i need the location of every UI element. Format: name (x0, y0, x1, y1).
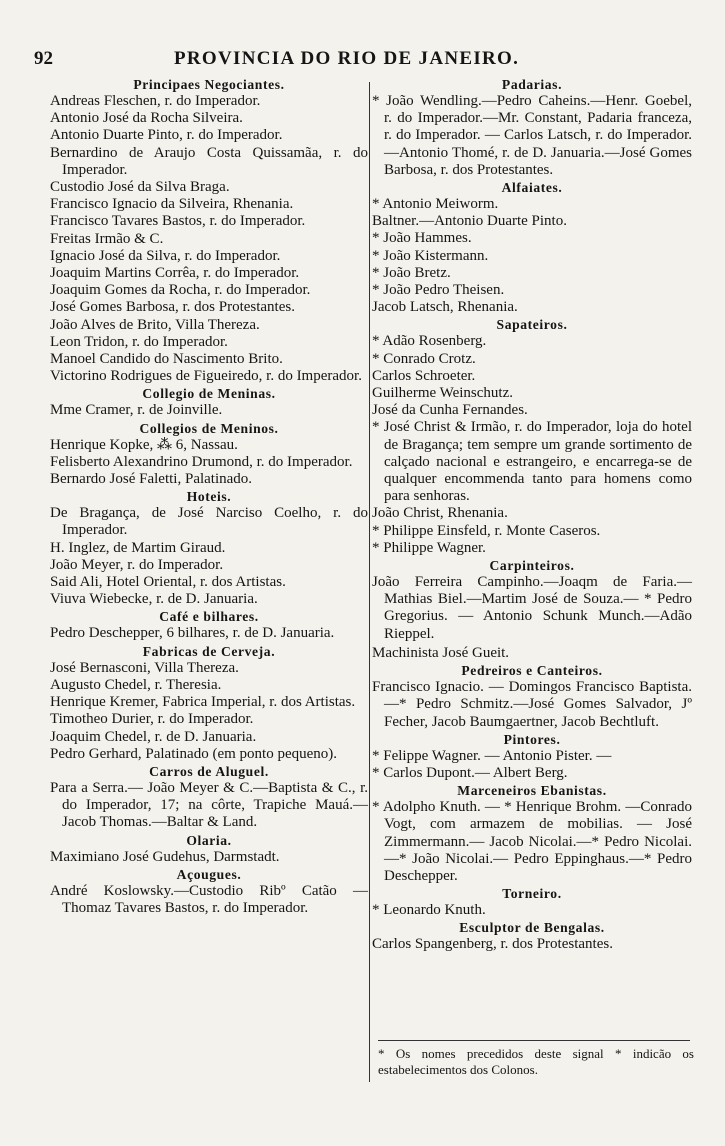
directory-entry: * José Christ & Irmão, r. do Imperador, loja do hotel de Bragança; tem sempre um grande sortimento de calçado nacional e estrangeiro, e encarrega-se de qualquer encommenda tanto para homens como para senhoras. (372, 419, 692, 505)
right-column (372, 76, 692, 954)
section-heading: Padarias. (501, 77, 563, 92)
directory-entry: Joaquim Chedel, r. de D. Januaria. (50, 728, 257, 745)
directory-entry: * João Kistermann. (372, 247, 489, 264)
directory-entry: Manoel Candido do Nascimento Brito. (50, 351, 283, 368)
section-heading: Alfaiates. (501, 180, 563, 196)
directory-entry: * Felippe Wagner. — Antonio Pister. — (372, 747, 612, 764)
directory-entry: Para a Serra.— João Meyer & C.—Baptista & C., r. do Imperador, 17; na côrte, Trapiche Mauá.—Jacob Thomas.—Baltar & Land. (50, 779, 368, 831)
section-heading: Açougues. (176, 866, 242, 882)
directory-entry: Francisco Ignacio da Silveira, Rhenania. (50, 196, 294, 213)
directory-entry: Andreas Fleschen, r. do Imperador. (50, 93, 261, 109)
directory-entry: Viuva Wiebecke, r. de D. Januaria. (50, 591, 258, 608)
section-heading: Esculptor de Bengalas. (459, 920, 605, 936)
directory-entry: Henrique Kopke, ⁂ 6, Nassau. (50, 436, 238, 453)
directory-entry: Baltner.—Antonio Duarte Pinto. (372, 213, 567, 230)
section-heading: Marceneiros Ebanistas. (457, 783, 607, 799)
directory-entry: * João Hammes. (372, 230, 472, 247)
directory-entry: Pedro Deschepper, 6 bilhares, r. de D. Januaria. (50, 625, 335, 642)
section-carros-de-aluguel (50, 763, 368, 832)
directory-entry: Antonio José da Rocha Silveira. (50, 110, 243, 127)
section-principaes-negociantes (50, 76, 368, 385)
running-title: PROVINCIA DO RIO DE JANEIRO. (174, 48, 520, 69)
section-collegios-de-meninos (50, 420, 368, 489)
directory-entry: João Alves de Brito, Villa Thereza. (50, 316, 260, 333)
section-heading: Olaria. (186, 832, 232, 848)
footnote-rule (378, 1040, 690, 1041)
column-divider (369, 82, 370, 1082)
directory-entry: De Bragança, de José Narciso Coelho, r. do Imperador. (50, 505, 368, 539)
directory-entry: Machinista José Gueit. (372, 644, 510, 661)
directory-entry: Ignacio José da Silva, r. do Imperador. (50, 247, 281, 264)
directory-entry: * Antonio Meiworm. (372, 196, 499, 213)
section-heading: Torneiro. (502, 886, 562, 902)
left-column (50, 76, 368, 917)
section-heading: Pintores. (503, 731, 561, 747)
directory-entry: Said Ali, Hotel Oriental, r. dos Artistas. (50, 574, 286, 591)
directory-entry: * João Bretz. (372, 264, 451, 281)
section-pedreiros-e-canteiros (372, 662, 692, 731)
section-pintores (372, 731, 692, 782)
directory-entry: Bernardino de Araujo Costa Quissamãa, r. do Imperador. (50, 144, 368, 178)
directory-entry: Jacob Latsch, Rhenania. (372, 299, 518, 316)
directory-entry: * Carlos Dupont.— Albert Berg. (372, 764, 568, 781)
directory-entry: João Christ, Rhenania. (372, 505, 508, 522)
directory-entry: José da Cunha Fernandes. (372, 402, 528, 419)
section-fabricas-de-cerveja (50, 643, 368, 763)
directory-entry: * João Wendling.—Pedro Caheins.—Henr. Goebel, r. do Imperador.—Mr. Constant, Padaria franceza, r. do Imperador. — Carlos Latsch, r. do Imperador.—Antonio Thomé, r. de D. Januaria.—José Gomes Barbosa, r. dos Protestantes. (372, 93, 692, 178)
directory-entry: Bernardo José Faletti, Palatinado. (50, 471, 253, 488)
directory-entry: Henrique Kremer, Fabrica Imperial, r. dos Artistas. (50, 694, 356, 711)
directory-entry: * Leonardo Knuth. (372, 902, 486, 919)
directory-entry: Maximiano José Gudehus, Darmstadt. (50, 848, 280, 865)
section-heading: Pedreiros e Canteiros. (461, 663, 603, 679)
section-torneiro (372, 885, 692, 919)
section-acougues (50, 866, 368, 917)
directory-entry: José Bernasconi, Villa Thereza. (50, 659, 239, 676)
section-cafe-e-bilhares (50, 608, 368, 642)
section-heading: Principaes Negociantes. (133, 77, 285, 92)
directory-entry: João Meyer, r. do Imperador. (50, 556, 224, 573)
section-heading: Collegios de Meninos. (139, 420, 279, 436)
directory-entry: Carlos Schroeter. (372, 367, 476, 384)
page-header (34, 48, 694, 74)
section-heading: Sapateiros. (496, 317, 568, 333)
directory-entry: Carlos Spangenberg, r. dos Protestantes. (372, 936, 613, 953)
directory-entry: H. Inglez, de Martim Giraud. (50, 539, 226, 556)
directory-entry: Joaquim Martins Corrêa, r. do Imperador. (50, 265, 300, 282)
directory-entry: Custodio José da Silva Braga. (50, 179, 230, 196)
section-padarias (372, 76, 692, 179)
directory-entry: * Philippe Einsfeld, r. Monte Caseros. (372, 522, 601, 539)
section-heading: Fabricas de Cerveja. (142, 643, 276, 659)
page-number: 92 (34, 48, 53, 69)
section-hoteis (50, 488, 368, 608)
section-carpinteiros (372, 557, 692, 643)
directory-entry: * Adão Rosenberg. (372, 333, 487, 350)
directory-entry: Guilherme Weinschutz. (372, 385, 513, 402)
section-heading: Carpinteiros. (489, 558, 575, 574)
directory-entry: * Conrado Crotz. (372, 350, 476, 367)
section-untitled (372, 645, 692, 662)
section-alfaiates (372, 179, 692, 316)
directory-entry: Francisco Tavares Bastos, r. do Imperador. (50, 213, 306, 230)
section-collegio-de-meninas (50, 385, 368, 419)
directory-entry: Francisco Ignacio. — Domingos Francisco Baptista.—* Pedro Schmitz.—José Gomes Salvador, Jº Fecher, Jacob Baumgaertner, Jacob Bechtluft. (372, 679, 692, 730)
directory-entry: * Philippe Wagner. (372, 539, 486, 556)
section-heading: Collegio de Meninas. (142, 386, 276, 402)
section-heading: Hoteis. (186, 489, 232, 505)
directory-entry: * João Pedro Theisen. (372, 282, 505, 299)
section-marceneiros-ebanistas (372, 782, 692, 885)
directory-entry: Timotheo Durier, r. do Imperador. (50, 711, 254, 728)
section-heading: Café e bilhares. (159, 609, 259, 625)
section-sapateiros (372, 316, 692, 557)
directory-entry: Joaquim Gomes da Rocha, r. do Imperador. (50, 282, 311, 299)
directory-entry: Felisberto Alexandrino Drumond, r. do Imperador. (50, 453, 353, 470)
directory-entry: Mme Cramer, r. de Joinville. (50, 402, 223, 419)
directory-entry: Pedro Gerhard, Palatinado (em ponto pequeno). (50, 745, 337, 762)
footnote: * Os nomes precedidos deste signal * indicão os estabelecimentos dos Colonos. (378, 1046, 694, 1077)
section-heading: Carros de Aluguel. (149, 763, 269, 779)
directory-entry: Freitas Irmão & C. (50, 230, 164, 247)
directory-entry: Leon Tridon, r. do Imperador. (50, 333, 228, 350)
directory-entry: Victorino Rodrigues de Figueiredo, r. do Imperador. (50, 368, 362, 385)
directory-entry: Augusto Chedel, r. Theresia. (50, 676, 222, 693)
directory-entry: João Ferreira Campinho.—Joaqm de Faria.— Mathias Biel.—Martim José de Souza.— * Pedro Gregorius. — Antonio Schunk Munch.—Adão Rieppel. (372, 574, 692, 642)
directory-entry: José Gomes Barbosa, r. dos Protestantes. (50, 299, 295, 316)
section-olaria (50, 832, 368, 866)
directory-entry: Antonio Duarte Pinto, r. do Imperador. (50, 127, 283, 144)
directory-entry: André Koslowsky.—Custodio Ribº Catão — Thomaz Tavares Bastos, r. do Imperador. (50, 882, 368, 916)
directory-entry: * Adolpho Knuth. — * Henrique Brohm. —Conrado Vogt, com armazem de mobilias. — José Zimmermann.— Jacob Nicolai.—* Pedro Nicolai.—* João Nicolai.— Pedro Eppinghaus.—* Pedro Deschepper. (372, 799, 692, 884)
section-esculptor-de-bengalas (372, 919, 692, 953)
